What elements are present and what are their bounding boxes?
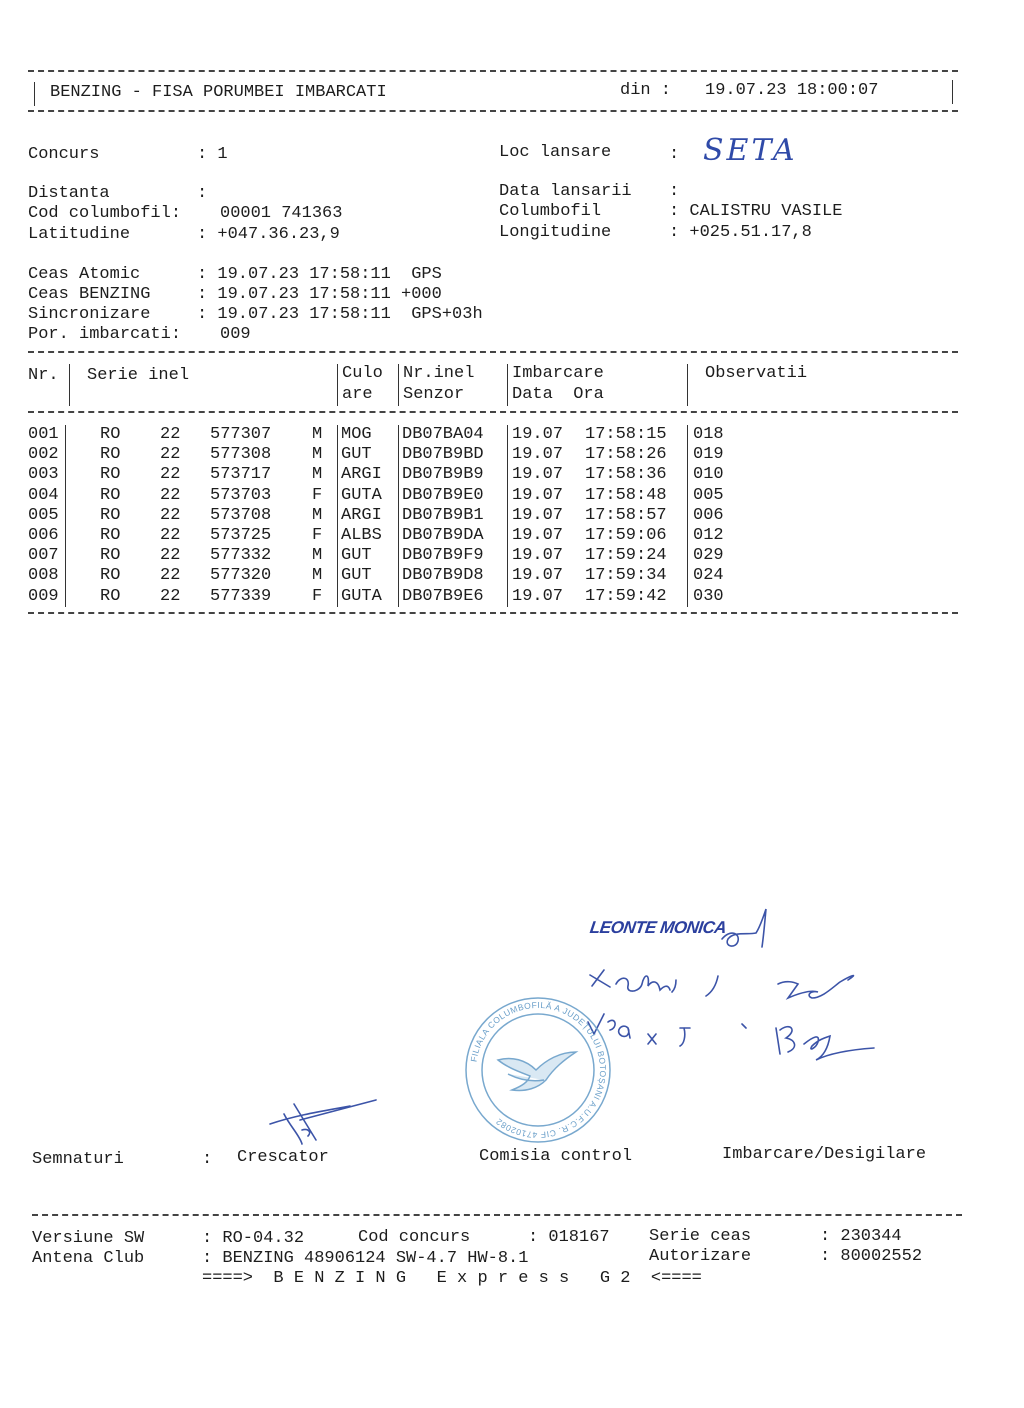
semnaturi-sep: : (202, 1150, 213, 1169)
row-year: 22 (160, 505, 181, 525)
row-time: 17:58:48 (585, 485, 667, 505)
row-sensor: DB07B9E0 (402, 485, 484, 505)
row-country: RO (100, 546, 121, 566)
versiune-sw-value: : RO-04.32 (202, 1229, 305, 1248)
row-nr: 005 (28, 505, 59, 525)
print-datetime: 19.07.23 18:00:07 (705, 81, 879, 100)
loc-lansare-handwritten: SETA (703, 133, 798, 168)
row-year: 22 (160, 566, 181, 586)
row-year: 22 (160, 546, 181, 566)
row-year: 22 (160, 485, 181, 505)
longitudine-value: : +025.51.17,8 (669, 223, 812, 242)
row-country: RO (100, 485, 121, 505)
signature-comisia-3 (742, 1024, 874, 1060)
sincronizare-value: : 19.07.23 17:58:11 GPS+03h (197, 305, 483, 324)
row-color: GUTA (341, 485, 382, 505)
row-date: 19.07 (512, 505, 564, 525)
row-country: RO (100, 465, 121, 485)
row-sex: F (312, 586, 323, 606)
loc-lansare-sep: : (669, 145, 680, 164)
row-time: 17:58:26 (585, 445, 667, 465)
row-time: 17:59:06 (585, 526, 667, 545)
serie-ceas-label: Serie ceas (649, 1227, 752, 1246)
por-imbarcati-value: 009 (220, 325, 251, 344)
col-header-observatii: Observatii (705, 364, 808, 383)
seal-bird-icon (498, 1052, 576, 1091)
row-ring-number: 577339 (210, 586, 272, 606)
stamp-name: LEONTE MONICA (588, 918, 728, 937)
row-date: 19.07 (512, 586, 564, 606)
longitudine-label: Longitudine (499, 223, 612, 242)
row-time: 17:59:42 (585, 586, 667, 606)
cod-concurs-value: : 018167 (528, 1228, 610, 1247)
row-observatii: 005 (693, 485, 724, 505)
club-seal (466, 998, 610, 1142)
page-title: BENZING - FISA PORUMBEI IMBARCATI (50, 83, 387, 102)
row-sensor: DB07BA04 (402, 425, 484, 444)
signature-radu (590, 970, 718, 996)
latitudine-value: : +047.36.23,9 (197, 225, 340, 244)
antena-club-value: : BENZING 48906124 SW-4.7 HW-8.1 (202, 1249, 529, 1268)
row-observatii: 029 (693, 546, 724, 566)
data-lansarii-value: : (669, 182, 680, 201)
concurs-label: Concurs (28, 145, 100, 164)
row-ring-number: 573708 (210, 505, 272, 525)
concurs-value: : 1 (197, 145, 228, 164)
row-year: 22 (160, 465, 181, 485)
ceas-benzing-label: Ceas BENZING (28, 285, 151, 304)
row-color: ARGI (341, 465, 382, 485)
row-color: GUT (341, 546, 372, 566)
row-year: 22 (160, 526, 181, 545)
row-country: RO (100, 586, 121, 606)
row-nr: 006 (28, 526, 59, 545)
row-sex: M (312, 425, 323, 444)
row-ring-number: 577307 (210, 425, 272, 444)
row-color: GUT (341, 445, 372, 465)
row-color: ALBS (341, 526, 382, 545)
semnaturi-label: Semnaturi (32, 1150, 124, 1169)
row-nr: 007 (28, 546, 59, 566)
row-year: 22 (160, 586, 181, 606)
row-time: 17:58:15 (585, 425, 667, 444)
cod-columbofil-value: 00001 741363 (220, 204, 343, 223)
row-date: 19.07 (512, 425, 564, 444)
row-observatii: 030 (693, 586, 724, 606)
row-date: 19.07 (512, 546, 564, 566)
row-sensor: DB07B9D8 (402, 566, 484, 586)
row-nr: 003 (28, 465, 59, 485)
seal-text-content: FILIALA COLUMBOFILĂ A JUDEȚULUI BOTOȘANI A.U.F.C.R. CIF 47102082 (468, 999, 609, 1141)
row-time: 17:58:36 (585, 465, 667, 485)
row-date: 19.07 (512, 445, 564, 465)
row-time: 17:59:24 (585, 546, 667, 566)
row-nr: 009 (28, 586, 59, 606)
row-time: 17:59:34 (585, 566, 667, 586)
col-header-data-ora: Data Ora (512, 385, 604, 404)
row-nr: 008 (28, 566, 59, 586)
row-nr: 002 (28, 445, 59, 465)
sincronizare-label: Sincronizare (28, 305, 151, 324)
row-sex: M (312, 445, 323, 465)
signature-monica (722, 909, 766, 947)
distanta-value: : (197, 184, 208, 203)
col-header-culo: Culo (342, 364, 383, 383)
din-label: din : (620, 81, 672, 100)
row-time: 17:58:57 (585, 505, 667, 525)
ceas-atomic-value: : 19.07.23 17:58:11 GPS (197, 265, 442, 284)
row-date: 19.07 (512, 485, 564, 505)
col-header-serie: Serie inel (87, 366, 190, 385)
row-color: GUTA (341, 586, 382, 606)
row-sex: F (312, 526, 323, 545)
row-date: 19.07 (512, 465, 564, 485)
row-country: RO (100, 505, 121, 525)
row-color: GUT (341, 566, 372, 586)
serie-ceas-value: : 230344 (820, 1227, 902, 1246)
row-sex: M (312, 566, 323, 586)
row-sex: M (312, 465, 323, 485)
footer-top-border (32, 1214, 962, 1216)
versiune-sw-label: Versiune SW (32, 1229, 145, 1248)
latitudine-label: Latitudine (28, 225, 131, 244)
row-color: MOG (341, 425, 372, 444)
row-sex: M (312, 505, 323, 525)
columbofil-label: Columbofil (499, 202, 602, 221)
row-sex: M (312, 546, 323, 566)
col-header-nr: Nr. (28, 366, 59, 385)
row-nr: 004 (28, 485, 59, 505)
ceas-benzing-value: : 19.07.23 17:58:11 +000 (197, 285, 442, 304)
data-lansarii-label: Data lansarii (499, 182, 632, 201)
row-country: RO (100, 526, 121, 545)
cod-columbofil-label: Cod columbofil: (28, 204, 182, 223)
row-country: RO (100, 425, 121, 444)
col-header-are: are (342, 385, 373, 404)
row-ring-number: 577320 (210, 566, 272, 586)
benzing-express-banner: ====> B E N Z I N G E x p r e s s G 2 <==== (202, 1269, 702, 1288)
imbarcare-desigilare-label: Imbarcare/Desigilare (722, 1145, 927, 1164)
cod-concurs-label: Cod concurs (358, 1228, 471, 1247)
row-sensor: DB07B9E6 (402, 586, 484, 606)
ceas-atomic-label: Ceas Atomic (28, 265, 141, 284)
row-sensor: DB07B9F9 (402, 546, 484, 566)
row-ring-number: 577332 (210, 546, 272, 566)
antena-club-label: Antena Club (32, 1249, 145, 1268)
row-country: RO (100, 445, 121, 465)
row-sensor: DB07B9B1 (402, 505, 484, 525)
autorizare-label: Autorizare (649, 1247, 752, 1266)
row-observatii: 012 (693, 526, 724, 545)
comisia-control-label: Comisia control (479, 1147, 633, 1166)
signature-comisia-2 (778, 976, 853, 998)
row-sensor: DB07B9DA (402, 526, 484, 545)
crescator-label: Crescator (237, 1148, 329, 1167)
row-sensor: DB07B9BD (402, 445, 484, 465)
loc-lansare-label: Loc lansare (499, 143, 612, 162)
row-color: ARGI (341, 505, 382, 525)
row-sensor: DB07B9B9 (402, 465, 484, 485)
col-header-senzor: Senzor (403, 385, 465, 404)
por-imbarcati-label: Por. imbarcati: (28, 325, 182, 344)
signature-crescator (270, 1100, 376, 1144)
col-header-imbarcare: Imbarcare (512, 364, 604, 383)
row-year: 22 (160, 425, 181, 444)
row-sex: F (312, 485, 323, 505)
row-observatii: 010 (693, 465, 724, 485)
col-header-nrinel: Nr.inel (403, 364, 475, 383)
row-date: 19.07 (512, 526, 564, 545)
distanta-label: Distanta (28, 184, 110, 203)
row-ring-number: 573725 (210, 526, 272, 545)
row-ring-number: 573703 (210, 485, 272, 505)
row-ring-number: 577308 (210, 445, 272, 465)
autorizare-value: : 80002552 (820, 1247, 923, 1266)
row-nr: 001 (28, 425, 59, 444)
row-date: 19.07 (512, 566, 564, 586)
row-observatii: 024 (693, 566, 724, 586)
columbofil-value: : CALISTRU VASILE (669, 202, 843, 221)
row-ring-number: 573717 (210, 465, 272, 485)
row-observatii: 019 (693, 445, 724, 465)
row-country: RO (100, 566, 121, 586)
row-year: 22 (160, 445, 181, 465)
row-observatii: 006 (693, 505, 724, 525)
row-observatii: 018 (693, 425, 724, 444)
